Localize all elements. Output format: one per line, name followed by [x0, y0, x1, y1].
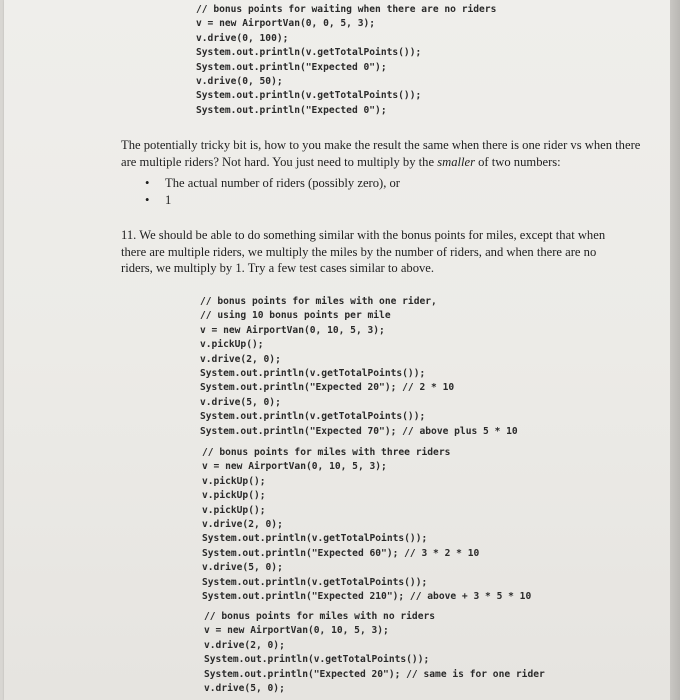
code-line: System.out.println(v.getTotalPoints());: [202, 576, 428, 588]
code-line: System.out.println("Expected 20"); // same is for one rider: [204, 668, 545, 680]
code-line: v.pickUp();: [202, 490, 266, 502]
emphasis-smaller: smaller: [437, 154, 475, 169]
document-page: [4, 0, 672, 700]
code-line: // bonus points for miles with no riders: [204, 611, 436, 622]
code-line: // bonus points for miles with three riders: [202, 447, 451, 458]
code-line: v.drive(0, 100);: [196, 32, 289, 44]
code-line: System.out.println(v.getTotalPoints());: [200, 367, 426, 379]
bullet-text: The actual number of riders (possibly zero), or: [165, 176, 401, 190]
code-line: // using 10 bonus points per mile: [200, 310, 391, 322]
code-line: System.out.println("Expected 0");: [196, 104, 387, 116]
page-edge-shadow: [670, 0, 680, 700]
code-block-no-riders: [204, 610, 545, 696]
code-block-one-rider: [200, 295, 518, 439]
code-line: System.out.println(v.getTotalPoints());: [196, 47, 422, 59]
code-line: v = new AirportVan(0, 10, 5, 3);: [202, 461, 387, 473]
bullet-text: 1: [165, 193, 172, 207]
paragraph-tricky-bit: [121, 137, 641, 170]
paragraph-step-11: [121, 227, 629, 277]
code-line: System.out.println("Expected 0");: [196, 61, 387, 73]
paragraph-tricky-bit-text: The potentially tricky bit is, how to you make the result the same when there is one rider vs when there are multiple riders? Not hard. You just need to multiply by the: [121, 138, 641, 169]
code-line: v.drive(0, 50);: [196, 75, 283, 87]
code-line: System.out.println("Expected 70"); // above plus 5 * 10: [200, 425, 518, 437]
code-line: System.out.println("Expected 210"); // above + 3 * 5 * 10: [202, 590, 532, 602]
code-line: v.drive(5, 0);: [200, 396, 281, 408]
code-block-waiting-bonus: [196, 3, 496, 118]
code-line: v = new AirportVan(0, 10, 5, 3);: [200, 324, 385, 336]
code-line: v = new AirportVan(0, 0, 5, 3);: [196, 18, 376, 30]
paragraph-step-11-text: 11. We should be able to do something similar with the bonus points for miles, except that when there are multiple riders, we multiply the miles by the number of riders, and when there are no riders, we multiply by 1. Try a few test cases similar to above.: [121, 228, 606, 275]
code-line: System.out.println(v.getTotalPoints());: [202, 533, 428, 545]
code-line: // bonus points for miles with one rider,: [200, 296, 437, 307]
bullet-icon: •: [145, 193, 150, 207]
code-line: v.drive(2, 0);: [204, 639, 285, 651]
code-line: System.out.println(v.getTotalPoints());: [196, 90, 422, 102]
bullet-icon: •: [145, 176, 150, 190]
code-block-three-riders: [202, 446, 531, 604]
code-line: System.out.println(v.getTotalPoints());: [204, 654, 430, 666]
code-line: v = new AirportVan(0, 10, 5, 3);: [204, 625, 389, 637]
code-line: v.pickUp();: [202, 475, 266, 487]
code-line: v.drive(2, 0);: [200, 353, 281, 365]
code-line: v.drive(5, 0);: [204, 682, 285, 694]
code-line: v.drive(5, 0);: [202, 562, 283, 574]
code-line: v.pickUp();: [200, 339, 264, 351]
code-line: v.drive(2, 0);: [202, 518, 283, 530]
code-line: v.pickUp();: [202, 504, 266, 516]
paragraph-tricky-bit-end: of two numbers:: [474, 154, 561, 169]
code-line: System.out.println(v.getTotalPoints());: [200, 411, 426, 423]
code-line: // bonus points for waiting when there are no riders: [196, 4, 497, 15]
code-line: System.out.println("Expected 20"); // 2 * 10: [200, 382, 455, 394]
code-line: System.out.println("Expected 60"); // 3 * 2 * 10: [202, 547, 480, 559]
